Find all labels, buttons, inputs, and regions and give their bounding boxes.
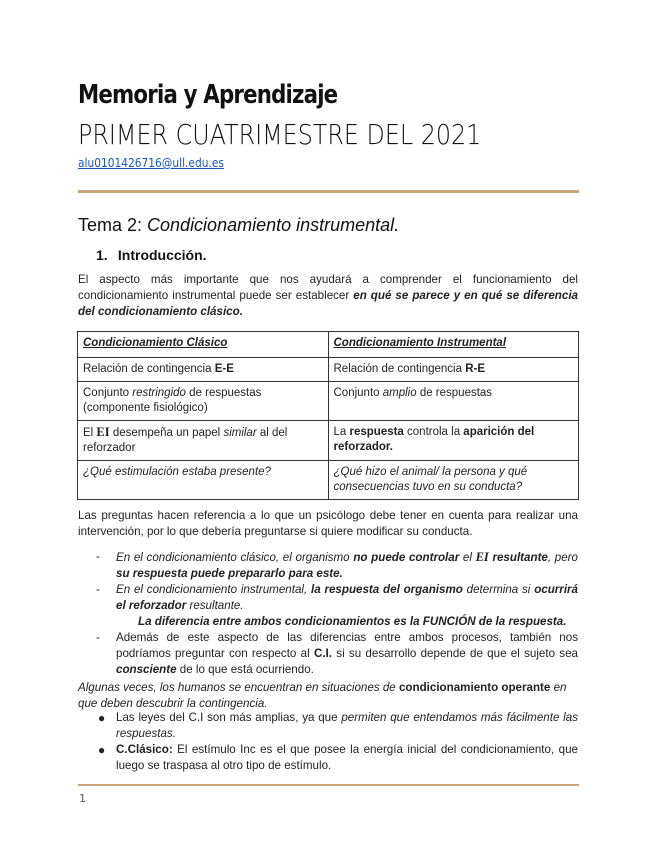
subsection-title: Introducción. [117,247,207,263]
bullet-list [78,710,578,774]
table-row [78,358,579,382]
table-cell: ¿Qué hizo el animal/ la persona y qué consecuencias tuvo en su conducta? [328,461,579,500]
header-divider [78,190,579,193]
list-item: ● C.Clásico: El estímulo Inc es el que posee la energía inicial del condicionamiento, que luego se traspasa al otro tipo de estímulo. [98,743,578,772]
dash-list [78,549,578,678]
page-number: 1 [79,792,86,805]
table-cell: Conjunto amplio de respuestas [328,382,579,421]
footer-divider [78,784,579,786]
intro-emphasis: en qué se parece y en qué se diferencia del condicionamiento clásico. [78,289,579,318]
table-cell: Relación de contingencia R-E [328,358,579,382]
table-row [78,382,579,421]
table-header-classic: Condicionamiento Clásico [78,332,329,358]
table-cell: El EI desempeña un papel similar al del reforzador [78,421,329,461]
intro-text: El aspecto más importante que nos ayudará a comprender el funcionamiento del condicionamiento instrumental puede ser establecer [78,273,578,302]
table-row [78,461,579,500]
key-difference-line: La diferencia entre ambos condicionamientos es la FUNCIÓN de la respuesta. [138,615,567,628]
questions-paragraph: Las preguntas hacen referencia a lo que un psicólogo debe tener en cuenta para realizar una intervención, por lo que debería preguntarse si quiere modificar su conducta. [78,509,578,538]
subsection-heading [96,247,207,263]
list-item: - En el condicionamiento clásico, el organismo no puede controlar el EI resultante, pero su respuesta puede prepararlo para este. [96,550,578,580]
intro-paragraph [78,272,578,320]
table-header-row [78,332,579,358]
list-item: ● Las leyes del C.I son más amplias, ya que permiten que entendamos más fácilmente las respuestas. [98,711,578,740]
email-link[interactable]: alu0101426716@ull.edu.es [78,155,224,170]
table-header-instrumental: Condicionamiento Instrumental [328,332,579,358]
section-prefix: Tema 2: [78,215,148,235]
table-cell: La respuesta controla la aparición del reforzador. [328,421,579,461]
document-subtitle: PRIMER CUATRIMESTRE DEL 2021 [78,118,482,151]
document-title: Memoria y Aprendizaje [78,80,338,110]
table-cell: ¿Qué estimulación estaba presente? [78,461,329,500]
table-cell: Conjunto restringido de respuestas (componente fisiológico) [78,382,329,421]
comparison-table [77,331,579,500]
table-cell: Relación de contingencia E-E [78,358,329,382]
section-title: Condicionamiento instrumental. [147,215,400,235]
list-item: - Además de este aspecto de las diferencias entre ambos procesos, también nos podríamos preguntar con respecto al C.I. si su desarrollo depende de que el sujeto sea consciente de lo que está ocurriendo. [96,631,578,676]
section-heading [78,215,399,236]
list-item: - En el condicionamiento instrumental, la respuesta del organismo determina si ocurrirá el reforzador resultante. [96,583,579,612]
operant-paragraph: Algunas veces, los humanos se encuentran en situaciones de condicionamiento operante en que deben descubrir la contingencia. [78,681,567,710]
subsection-number: 1. [96,247,108,263]
table-row [78,421,579,461]
